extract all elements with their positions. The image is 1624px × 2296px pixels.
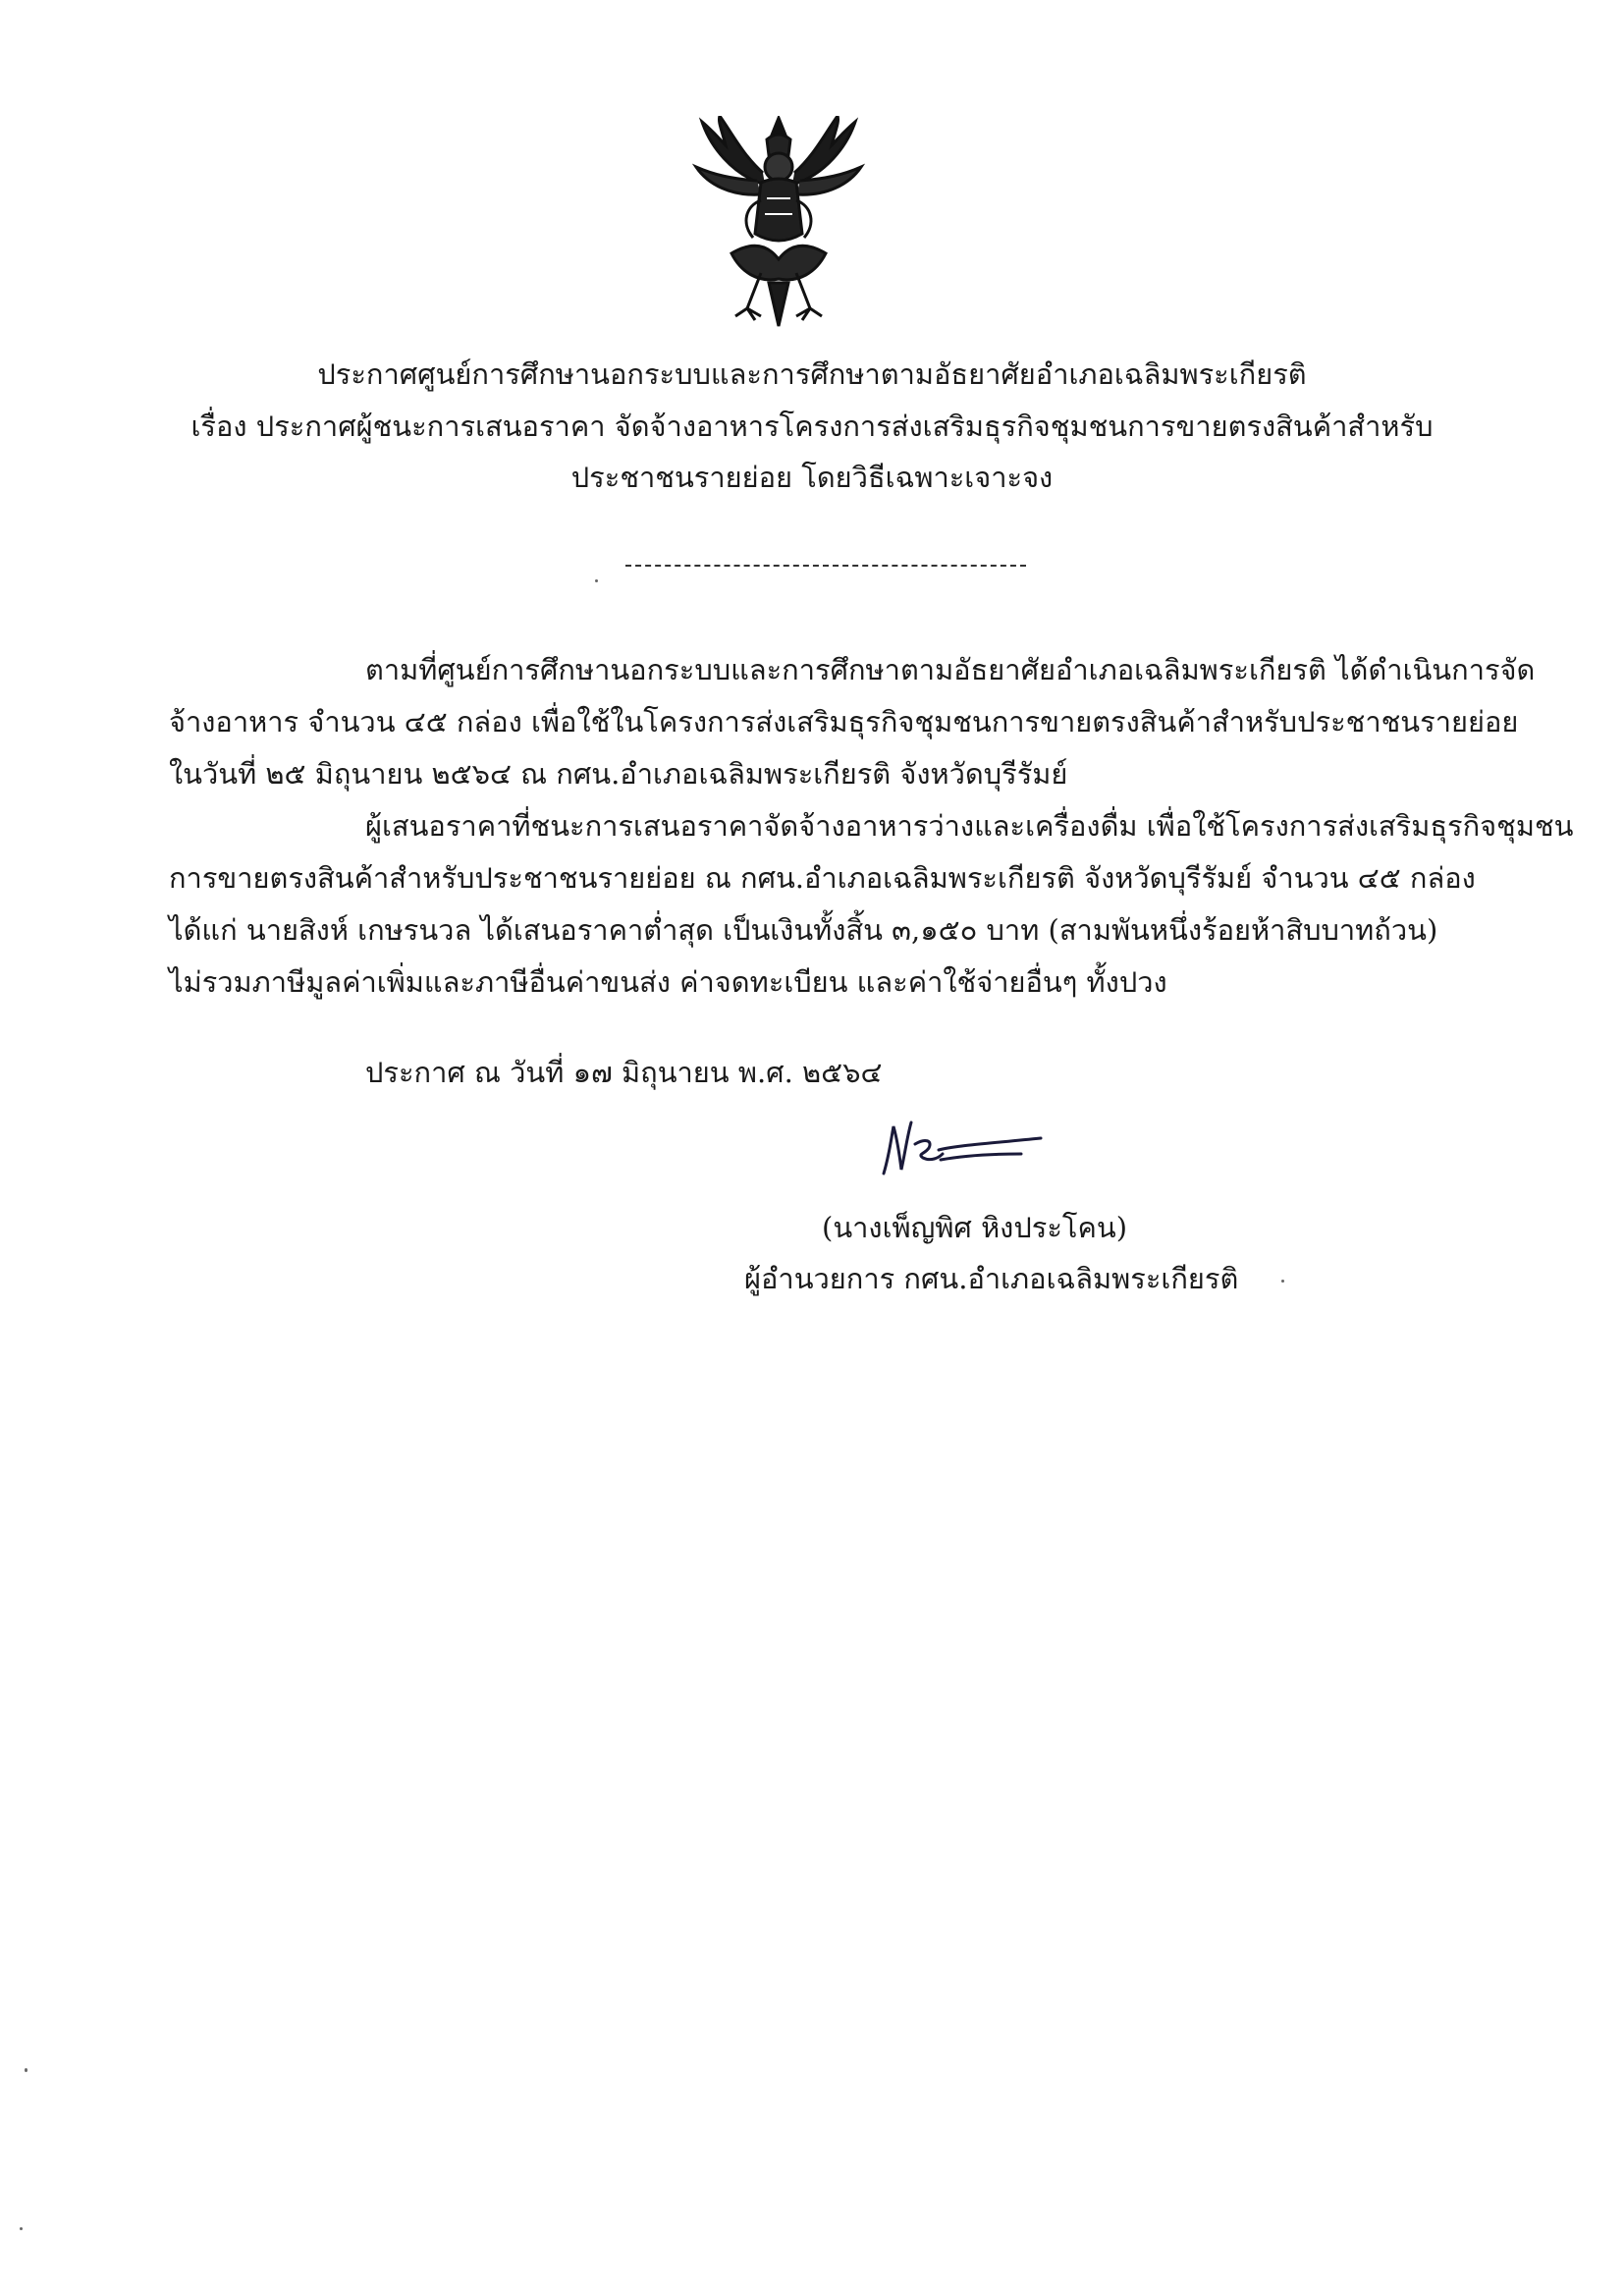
paragraph-2-line-1: ผู้เสนอราคาที่ชนะการเสนอราคาจัดจ้างอาหารว่างและเครื่องดื่ม เพื่อใช้โครงการส่งเสริมธุรกิจชุมชน bbox=[365, 809, 1574, 843]
scan-speck bbox=[595, 579, 598, 582]
paragraph-1-line-3: ในวันที่ ๒๕ มิถุนายน ๒๕๖๔ ณ กศน.อำเภอเฉลิมพระเกียรติ จังหวัดบุรีรัมย์ bbox=[169, 757, 1068, 791]
paragraph-2-line-4: ไม่รวมภาษีมูลค่าเพิ่มและภาษีอื่นค่าขนส่ง ค่าจดทะเบียน และค่าใช้จ่ายอื่นๆ ทั้งปวง bbox=[169, 965, 1167, 999]
paragraph-2-line-3: ได้แก่ นายสิงห์ เกษรนวล ได้เสนอราคาต่ำสุด เป็นเงินทั้งสิ้น ๓,๑๕๐ บาท (สามพันหนึ่งร้อยห้าสิบบาทถ้วน) bbox=[169, 913, 1438, 947]
paragraph-1-line-1: ตามที่ศูนย์การศึกษานอกระบบและการศึกษาตามอัธยาศัยอำเภอเฉลิมพระเกียรติ ได้ดำเนินการจัด bbox=[365, 653, 1536, 686]
paragraph-1-line-2: จ้างอาหาร จำนวน ๔๕ กล่อง เพื่อใช้ในโครงการส่งเสริมธุรกิจชุมชนการขายตรงสินค้าสำหรับประชาชนรายย่อย bbox=[169, 705, 1519, 738]
title-separator bbox=[625, 565, 1026, 567]
scan-speck bbox=[25, 2068, 27, 2072]
signatory-position: ผู้อำนวยการ กศน.อำเภอเฉลิมพระเกียรติ bbox=[744, 1262, 1239, 1295]
scan-speck bbox=[20, 2227, 23, 2230]
paragraph-2-line-2: การขายตรงสินค้าสำหรับประชาชนรายย่อย ณ กศน.อำเภอเฉลิมพระเกียรติ จังหวัดบุรีรัมย์ จำนวน ๔๕ กล่อง bbox=[169, 861, 1476, 895]
announcement-subject-continued: ประชาชนรายย่อย โดยวิธีเฉพาะเจาะจง bbox=[570, 461, 1054, 494]
scan-speck bbox=[1281, 1280, 1284, 1283]
announcement-title: ประกาศศูนย์การศึกษานอกระบบและการศึกษาตามอัธยาศัยอำเภอเฉลิมพระเกียรติ bbox=[317, 357, 1307, 391]
announcement-subject: เรื่อง ประกาศผู้ชนะการเสนอราคา จัดจ้างอาหารโครงการส่งเสริมธุรกิจชุมชนการขายตรงสินค้าสำหรับ bbox=[190, 410, 1434, 443]
handwritten-signature bbox=[874, 1115, 1051, 1183]
announcement-date: ประกาศ ณ วันที่ ๑๗ มิถุนายน พ.ศ. ๒๕๖๔ bbox=[365, 1056, 883, 1089]
signatory-name: (นางเพ็ญพิศ หิงประโคน) bbox=[822, 1211, 1128, 1244]
garuda-emblem-icon bbox=[692, 116, 865, 330]
